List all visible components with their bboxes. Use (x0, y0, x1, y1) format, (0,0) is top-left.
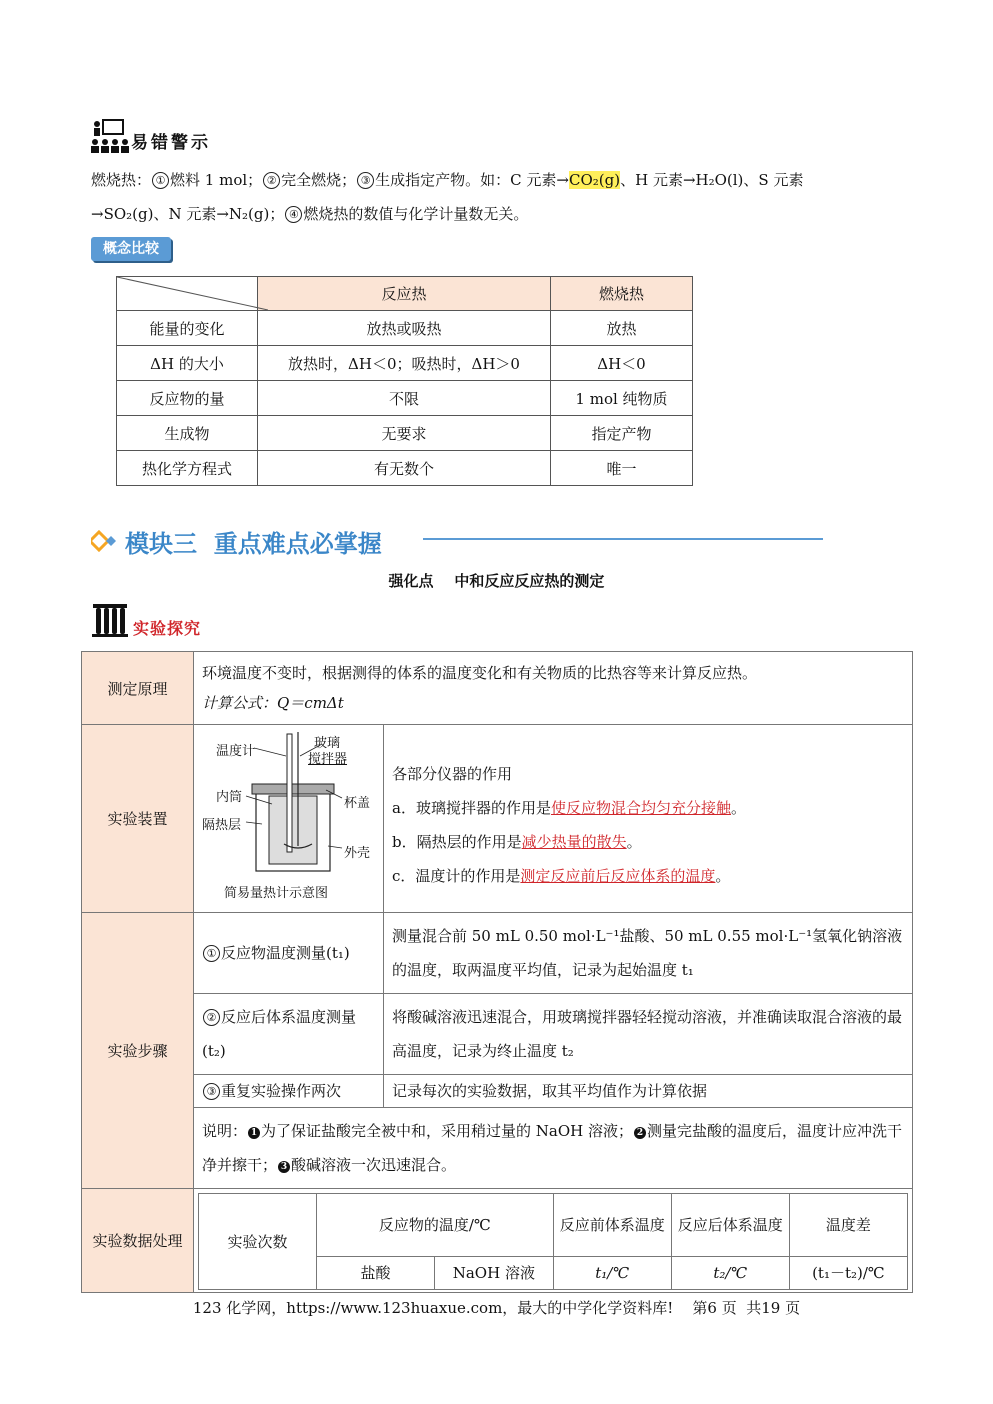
table-header: 反应热 (258, 277, 551, 311)
label-stirrer-2: 搅拌器 (308, 751, 348, 767)
role-c-answer: 测定反应前后反应体系的温度 (520, 866, 716, 885)
steps-label: 实验步骤 (82, 913, 194, 1189)
label-thermometer: 温度计 (216, 743, 256, 759)
col-diff: 温度差 (789, 1194, 907, 1257)
col-hcl: 盐酸 (317, 1257, 435, 1290)
col-naoh: NaOH 溶液 (435, 1257, 554, 1290)
table-row: ΔH 的大小 放热时，ΔH＜0；吸热时，ΔH＞0 ΔH＜0 (117, 346, 693, 381)
experiment-header (91, 602, 231, 638)
table-row: 热化学方程式 有无数个 唯一 (117, 451, 693, 486)
col-after: 反应后体系温度 (671, 1194, 789, 1257)
warning-line-2: →SO₂(g)、N 元素→N₂(g)； ④ 燃烧热的数值与化学计量数无关。 (91, 205, 529, 223)
table-row: 生成物 无要求 指定产物 (117, 416, 693, 451)
warning-line-1: 燃烧热： ① 燃料 1 mol； ② 完全燃烧； ③ 生成指定产物。如：C 元素→CO₂(g)、H 元素→H₂O(l)、S 元素 (91, 171, 804, 189)
apparatus-label: 实验装置 (82, 725, 194, 913)
co2-highlight: CO₂(g) (569, 171, 621, 189)
col-reactant-temp: 反应物的温度/℃ (317, 1194, 554, 1257)
step-1-text: 测量混合前 50 mL 0.50 mol·L⁻¹盐酸、50 mL 0.55 mol·L⁻¹氢氧化钠溶液的温度，取两温度平均值，记录为起始温度 t₁ (384, 913, 913, 994)
warning-title: 易错警示 (131, 133, 211, 153)
experiment-title: 实验探究 (133, 619, 202, 638)
module-subtitle: 强化点 中和反应反应热的测定 (388, 572, 605, 590)
step-3-text: 记录每次的实验数据，取其平均值作为计算依据 (384, 1075, 913, 1108)
table-header: 燃烧热 (551, 277, 693, 311)
module-title: 模块三 重点难点必掌握 (125, 530, 382, 558)
col-t2: t₂/℃ (671, 1257, 789, 1290)
test-tubes-icon (91, 602, 129, 638)
step-2-text: 将酸碱溶液迅速混合，用玻璃搅拌器轻轻搅动溶液，并准确读取混合溶液的最高温度，记录为终止温度 t₂ (384, 994, 913, 1075)
data-cell (194, 1189, 913, 1293)
label-insulation: 隔热层 (202, 817, 242, 833)
data-table (198, 1193, 908, 1290)
page-footer: 123 化学网，https://www.123huaxue.com，最大的中学化学资料库! 第6 页 共19 页 (192, 1299, 801, 1317)
step-3-name: ③ 重复实验操作两次 (194, 1075, 384, 1108)
formula: 计算公式：Q＝cmΔt (202, 694, 344, 712)
steps-note: 说明： 1 为了保证盐酸完全被中和，采用稍过量的 NaOH 溶液； 2 测量完盐酸的温度后，温度计应冲洗干净并擦干； 3 酸碱溶液一次迅速混合。 (194, 1108, 913, 1189)
col-trial: 实验次数 (199, 1194, 317, 1290)
table-corner (117, 277, 258, 311)
diagram-caption: 简易量热计示意图 (224, 885, 329, 901)
table-row: 能量的变化 放热或吸热 放热 (117, 311, 693, 346)
data-label: 实验数据处理 (82, 1189, 194, 1293)
step-1-name: ① 反应物温度测量(t₁) (194, 913, 384, 994)
role-a-answer: 使反应物混合均匀充分接触 (550, 798, 731, 817)
role-b-answer: 减少热量的散失 (521, 832, 627, 851)
module-rule (423, 538, 823, 540)
calorimeter-diagram (194, 725, 384, 913)
col-t1: t₁/℃ (553, 1257, 671, 1290)
diamond-icon (91, 530, 123, 552)
label-shell: 外壳 (344, 845, 371, 861)
label-stirrer-1: 玻璃 (314, 735, 341, 751)
col-before: 反应前体系温度 (553, 1194, 671, 1257)
label-inner: 内筒 (216, 789, 243, 805)
concept-table (116, 276, 693, 486)
warning-header (89, 118, 229, 154)
principle-cell: 环境温度不变时，根据测得的体系的温度变化和有关物质的比热容等来计算反应热。 计算公式：Q＝cmΔt (194, 652, 913, 725)
apparatus-roles: 各部分仪器的作用 a．玻璃搅拌器的作用是使反应物混合均匀充分接触。 b．隔热层的作用是减少热量的散失。 c．温度计的作用是测定反应前后反应体系的温度。 (384, 725, 913, 913)
experiment-table (81, 651, 913, 1293)
label-lid: 杯盖 (344, 795, 371, 811)
principle-label: 测定原理 (82, 652, 194, 725)
table-row: 反应物的量 不限 1 mol 纯物质 (117, 381, 693, 416)
classroom-icon (89, 118, 129, 154)
col-t-diff: (t₁－t₂)/℃ (789, 1257, 907, 1290)
step-2-name: ② 反应后体系温度测量(t₂) (194, 994, 384, 1075)
module-heading (91, 522, 831, 558)
concept-badge: 概念比较 (91, 237, 171, 261)
